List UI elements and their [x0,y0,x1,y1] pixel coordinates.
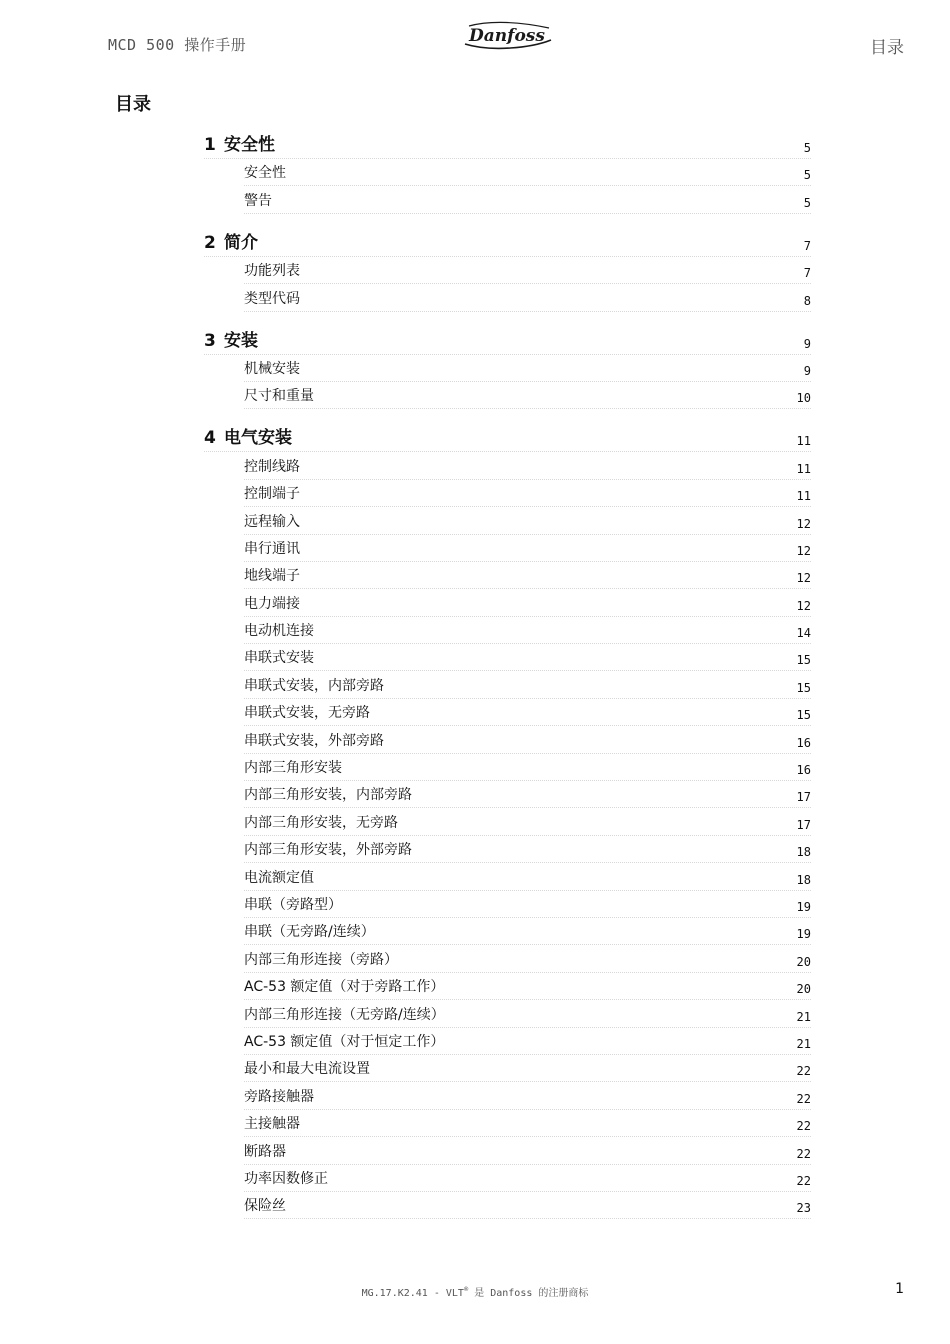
toc-chapter-row[interactable] [204,328,811,355]
toc-section-title: 主接触器 [244,1116,300,1133]
toc-section-title: 安全性 [244,165,286,182]
toc-section-row[interactable] [244,355,811,382]
toc-page-number: 19 [796,899,811,914]
toc-chapter-number: 1 [204,135,216,155]
toc-chapter [0,328,950,410]
toc-page-number: 7 [803,266,811,281]
toc-page-number: 7 [803,238,811,253]
toc-page-number: 23 [796,1201,811,1216]
toc-section-row[interactable] [244,1137,811,1164]
toc-section-title: 类型代码 [244,290,300,307]
toc-page-number: 9 [803,363,811,378]
toc-page-number: 22 [796,1146,811,1161]
toc-section-row[interactable] [244,1082,811,1109]
toc-page-number: 12 [796,543,811,558]
toc-section-row[interactable] [244,891,811,918]
toc-page-number: 11 [796,461,811,476]
toc-section-row[interactable] [244,836,811,863]
logo-text: Danfoss [469,26,545,46]
toc-page-number: 20 [796,954,811,969]
toc-page-number: 15 [796,680,811,695]
toc-section-title: 串联式安装，无旁路 [244,705,370,722]
toc-section-row[interactable] [244,781,811,808]
toc-page-number: 15 [796,653,811,668]
toc-section-row[interactable] [244,480,811,507]
toc-section-title: 最小和最大电流设置 [244,1061,370,1078]
toc-section-row[interactable] [244,945,811,972]
toc-page-number: 14 [796,626,811,641]
toc-page-number: 17 [796,817,811,832]
toc-section-row[interactable] [244,1000,811,1027]
toc-chapter-row[interactable] [204,425,811,452]
toc-section-row[interactable] [244,186,811,213]
toc-page-number: 11 [796,489,811,504]
toc-section-title: 地线端子 [244,568,300,585]
toc-chapter-label: 安全性 [224,135,275,155]
manual-title: MCD 500 操作手册 [108,36,247,54]
toc-section-row[interactable] [244,754,811,781]
toc-section-title: 尺寸和重量 [244,388,314,405]
toc-page-number: 19 [796,927,811,942]
toc-section-title: 串行通讯 [244,540,300,557]
toc-page-number: 5 [803,168,811,183]
toc-page-number: 12 [796,571,811,586]
toc-section-title: 保险丝 [244,1198,286,1215]
toc-page-number: 22 [796,1064,811,1079]
toc-page-number: 20 [796,982,811,997]
toc-page-number: 21 [796,1009,811,1024]
footer-text-before: MG.17.K2.41 - VLT [361,1288,464,1299]
toc-section-row[interactable] [244,159,811,186]
toc-section-row[interactable] [244,644,811,671]
toc-page-number: 8 [803,293,811,308]
toc-section-row[interactable] [244,699,811,726]
toc-section-row[interactable] [244,535,811,562]
toc-chapter-title [204,130,791,158]
toc-section-title: 内部三角形安装，内部旁路 [244,787,412,804]
toc-section-row[interactable] [244,808,811,835]
toc-section-row[interactable] [244,1165,811,1192]
page-heading: 目录 [115,94,151,115]
toc-section-title: 控制端子 [244,486,300,503]
toc-page-number: 5 [803,141,811,155]
toc-section-title: 远程输入 [244,513,300,530]
toc-section-row[interactable] [244,452,811,479]
toc-page-number: 16 [796,735,811,750]
toc-section-row[interactable] [244,1110,811,1137]
toc-chapter-title [204,326,791,354]
toc-page-number: 17 [796,790,811,805]
toc-section-row[interactable] [244,562,811,589]
toc-page-number: 11 [796,434,811,449]
toc-page-number: 18 [796,845,811,860]
toc-section-row[interactable] [244,863,811,890]
toc-page-number: 22 [796,1173,811,1188]
toc-section-row[interactable] [244,284,811,311]
toc-page-number: 12 [796,598,811,613]
toc-section-title: 内部三角形连接（无旁路/连续） [244,1006,445,1023]
toc-page-number: 21 [796,1036,811,1051]
toc-section-row[interactable] [244,617,811,644]
toc-section-title: 内部三角形安装，外部旁路 [244,842,412,859]
toc-section-row[interactable] [244,382,811,409]
toc-chapter-row[interactable] [204,132,811,159]
toc-section-row[interactable] [244,507,811,534]
toc-page-number: 15 [796,708,811,723]
toc-chapter-label: 安装 [224,330,258,351]
toc-chapter [0,132,950,214]
toc-section-row[interactable] [244,257,811,284]
toc-section-row[interactable] [244,589,811,616]
toc-section-title: 旁路接触器 [244,1088,314,1105]
toc-page-number: 22 [796,1119,811,1134]
toc-page-number: 16 [796,763,811,778]
toc-section-title: 电力端接 [244,595,300,612]
toc-section-row[interactable] [244,1192,811,1219]
toc-section-title: 内部三角形安装 [244,760,342,777]
toc-page-number: 12 [796,516,811,531]
toc-section-title: 串联（旁路型） [244,896,342,913]
toc-section-title: 控制线路 [244,458,300,475]
toc-page-number: 18 [796,872,811,887]
toc-section-title: 电动机连接 [244,623,314,640]
toc-chapter-label: 电气安装 [224,428,292,449]
footer-text-after: 是 Danfoss 的注册商标 [468,1288,589,1299]
section-title: 目录 [870,38,904,58]
toc-chapter-title [204,423,791,451]
toc-chapter-title [204,228,791,256]
toc-section-row[interactable] [244,726,811,753]
toc-section-title: 内部三角形连接（旁路） [244,951,398,968]
toc-section-row[interactable] [244,671,811,698]
page-number: 1 [895,1281,904,1297]
toc-section-title: 串联式安装，内部旁路 [244,677,384,694]
toc-chapter-row[interactable] [204,230,811,257]
toc-chapter-number: 4 [204,428,216,449]
table-of-contents [0,132,950,1235]
toc-section-title: 警告 [244,192,272,209]
toc-section-title: 机械安装 [244,360,300,377]
toc-page-number: 10 [796,391,811,406]
toc-section-title: 串联式安装 [244,650,314,667]
toc-chapter-number: 2 [204,232,216,253]
toc-section-title: 内部三角形安装，无旁路 [244,814,398,831]
toc-section-row[interactable] [244,1028,811,1055]
toc-section-row[interactable] [244,1055,811,1082]
toc-chapter [0,425,950,1219]
toc-section-title: 断路器 [244,1143,286,1160]
danfoss-logo [461,18,553,52]
toc-page-number: 9 [803,336,811,351]
toc-section-title: 电流额定值 [244,869,314,886]
toc-chapter [0,230,950,312]
toc-section-row[interactable] [244,973,811,1000]
toc-section-title: 串联（无旁路/连续） [244,924,375,941]
registered-mark: ® [463,1285,469,1294]
toc-section-title: AC-53 额定值（对于旁路工作） [244,979,445,996]
toc-section-title: 功能列表 [244,263,300,280]
toc-chapter-number: 3 [204,330,216,351]
toc-section-title: 串联式安装，外部旁路 [244,732,384,749]
toc-page-number: 5 [803,195,811,210]
footer-trademark [0,1284,950,1299]
toc-section-title: 功率因数修正 [244,1170,328,1187]
toc-page-number: 22 [796,1091,811,1106]
toc-section-row[interactable] [244,918,811,945]
toc-chapter-label: 简介 [224,232,258,253]
toc-section-title: AC-53 额定值（对于恒定工作） [244,1033,445,1050]
